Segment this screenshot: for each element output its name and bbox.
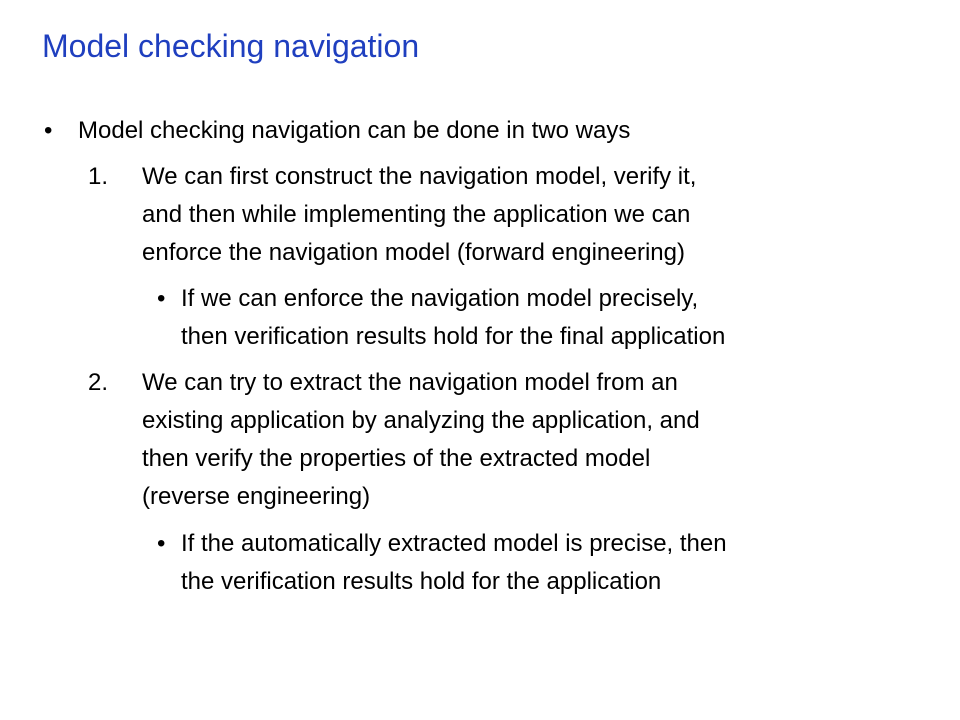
bullet-text: Model checking navigation can be done in two ways (78, 117, 631, 144)
item-1-sub-marker: • (157, 285, 166, 312)
item-2-line-1: We can try to extract the navigation model from an (142, 369, 678, 396)
item-1-marker: 1. (88, 163, 109, 190)
item-1-line-1: We can first construct the navigation model, verify it, (142, 163, 697, 190)
item-1-line-3: enforce the navigation model (forward engineering) (142, 239, 685, 266)
item-2-line-3: then verify the properties of the extracted model (142, 445, 651, 472)
item-1-sub-line-2: then verification results hold for the final application (181, 323, 726, 350)
item-1-sub-line-1: If we can enforce the navigation model precisely, (181, 285, 699, 312)
item-1-line-2: and then while implementing the application we can (142, 201, 691, 228)
item-2-marker: 2. (88, 369, 109, 396)
item-2-line-4: (reverse engineering) (142, 483, 371, 510)
item-2-sub-line-1: If the automatically extracted model is precise, then (181, 530, 727, 557)
item-2-sub-marker: • (157, 530, 166, 557)
item-2-sub-line-2: the verification results hold for the application (181, 568, 662, 595)
slide-title: Model checking navigation (42, 28, 420, 64)
bullet-marker: • (44, 117, 53, 144)
item-2-line-2: existing application by analyzing the application, and (142, 407, 700, 434)
